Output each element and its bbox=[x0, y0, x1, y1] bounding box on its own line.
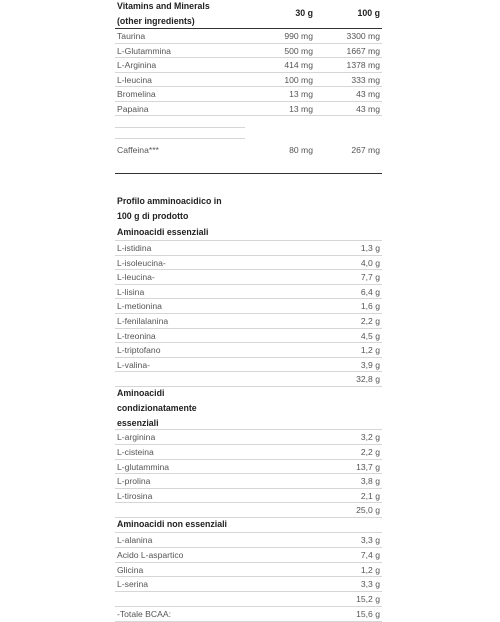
table-row: L-tirosina 2,1 g bbox=[115, 489, 382, 504]
profile-title-row bbox=[115, 198, 382, 226]
section-title-essential: Aminoacidi essenziali bbox=[115, 226, 382, 241]
table-row: Bromelina 13 mg 43 mg bbox=[115, 87, 382, 102]
table-row: Papaina 13 mg 43 mg bbox=[115, 102, 382, 117]
profile-title: Profilo amminoacidico in 100 g di prodotto bbox=[117, 196, 222, 221]
table-row: L-alanina 3,3 g bbox=[115, 533, 382, 548]
table-row: L-Arginina 414 mg 1378 mg bbox=[115, 58, 382, 73]
section-title-conditional: Aminoacidi condizionatamente essenziali bbox=[115, 387, 382, 430]
header-col-100g: 100 g bbox=[357, 8, 380, 18]
table-row: L-leucina 100 mg 333 mg bbox=[115, 73, 382, 88]
table-row: L-Glutammina 500 mg 1667 mg bbox=[115, 44, 382, 59]
table-row: L-valina- 3,9 g bbox=[115, 358, 382, 373]
empty-row bbox=[115, 128, 382, 139]
table-row: L-leucina- 7,7 g bbox=[115, 270, 382, 285]
header-title-line1: Vitamins and Minerals bbox=[117, 1, 210, 11]
nutrition-table bbox=[115, 0, 382, 622]
table-row: L-metionina 1,6 g bbox=[115, 299, 382, 314]
table-row-bcaa: -Totale BCAA: 15,6 g bbox=[115, 607, 382, 622]
header-title-line2: (other ingredients) bbox=[117, 15, 195, 26]
table-row-caffeine: Caffeina*** 80 mg 267 mg bbox=[115, 139, 382, 174]
table-row: L-treonina 4,5 g bbox=[115, 329, 382, 344]
empty-row bbox=[115, 116, 382, 128]
table-row-total: 32,8 g bbox=[115, 372, 382, 387]
table-row: L-lisina 6,4 g bbox=[115, 285, 382, 300]
table-row: L-serina 3,3 g bbox=[115, 577, 382, 592]
table-row: L-arginina 3,2 g bbox=[115, 430, 382, 445]
table-row-total: 25,0 g bbox=[115, 503, 382, 518]
table-row-total: 15,2 g bbox=[115, 592, 382, 607]
table-row: Glicina 1,2 g bbox=[115, 563, 382, 578]
table-row: L-cisteina 2,2 g bbox=[115, 445, 382, 460]
header-title bbox=[117, 0, 210, 28]
header-col-30g: 30 g bbox=[295, 8, 313, 18]
table-row: L-istidina 1,3 g bbox=[115, 241, 382, 256]
table-row: L-triptofano 1,2 g bbox=[115, 343, 382, 358]
table-row: L-fenilalanina 2,2 g bbox=[115, 314, 382, 329]
table-row: L-glutammina 13,7 g bbox=[115, 460, 382, 475]
table-row: L-prolina 3,8 g bbox=[115, 474, 382, 489]
section-title-nonessential: Aminoacidi non essenziali bbox=[115, 518, 382, 533]
table-row: L-isoleucina- 4,0 g bbox=[115, 256, 382, 271]
table-row: Acido L-aspartico 7,4 g bbox=[115, 548, 382, 563]
table-row: Taurina 990 mg 3300 mg bbox=[115, 29, 382, 44]
table-header bbox=[115, 0, 382, 29]
